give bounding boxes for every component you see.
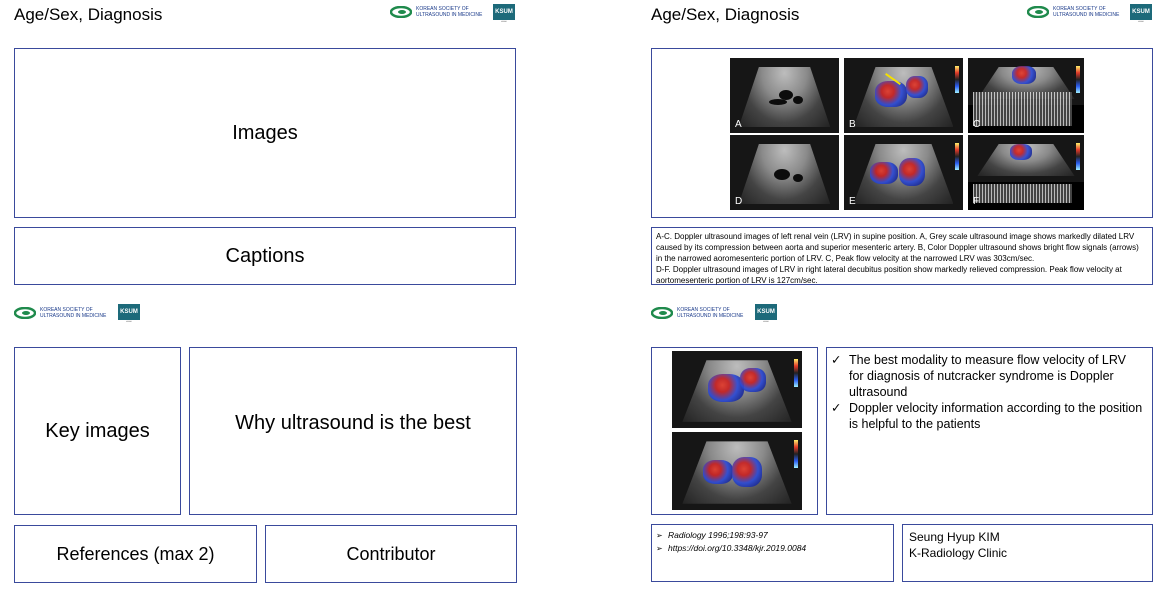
contributor-label: Contributor (346, 543, 436, 564)
arrow-bullet-icon: ➢ (656, 531, 663, 540)
kso-swirl-icon (1027, 6, 1049, 18)
ksum-badge: KSUM (118, 304, 140, 320)
checkmark-icon: ✓ (831, 401, 842, 415)
example-title: Age/Sex, Diagnosis (651, 5, 800, 24)
kso-swirl-icon (14, 307, 36, 319)
ksum-logo: KSUM ▪▪▪▪▪▪ (493, 4, 515, 23)
ultrasound-image-c (968, 58, 1084, 133)
key-images-label: Key images (45, 419, 150, 442)
ksum-badge: KSUM (493, 4, 515, 20)
images-panel (651, 48, 1153, 218)
reference-item (656, 542, 889, 555)
kso-swirl-icon (390, 6, 412, 18)
why-point-text: Doppler velocity information according to the position is helpful to the patients (849, 401, 1143, 431)
panel-letter-c: C (973, 119, 981, 130)
why-point (827, 400, 1144, 432)
key-ultrasound-image-1 (672, 351, 802, 428)
template-title: Age/Sex, Diagnosis (14, 5, 163, 24)
ultrasound-image-b (844, 58, 963, 133)
reference-text: Radiology 1996;198:93-97 (668, 530, 768, 540)
ksum-logo-3: KSUM ▪▪▪▪▪▪ (1130, 4, 1152, 23)
references-label: References (max 2) (56, 543, 215, 564)
why-point (827, 352, 1144, 400)
references-panel (651, 524, 894, 582)
captions-label: Captions (225, 244, 305, 267)
checkmark-icon: ✓ (831, 353, 842, 367)
panel-letter-d: D (735, 196, 743, 207)
ultrasound-image-a (730, 58, 839, 133)
caption-line: A-C. Doppler ultrasound images of left renal vein (LRV) in supine position. A, Grey scale ultrasound image shows markedly dilated LRV (656, 232, 1135, 241)
panel-letter-f: F (973, 196, 980, 207)
captions-panel (651, 227, 1153, 285)
images-label: Images (232, 121, 298, 144)
why-point-text: The best modality to measure flow velocity of LRV for diagnosis of nutcracker syndrome is Doppler ultrasound (849, 353, 1126, 399)
contributor-affiliation: K-Radiology Clinic (909, 546, 1008, 560)
why-points-list (827, 352, 1144, 432)
images-placeholder (14, 48, 516, 218)
ultrasound-image-d (730, 135, 839, 210)
key-images-panel (651, 347, 818, 515)
contributor-placeholder (265, 525, 517, 583)
caption-line: D-F. Doppler ultrasound images of LRV in right lateral decubitus position show markedly relieved compression. Peak flow velocity at (656, 265, 1122, 274)
kso-logo-3 (1027, 6, 1131, 18)
kso-line2: ULTRASOUND IN MEDICINE (40, 313, 107, 319)
panel-letter-a: A (735, 119, 742, 130)
references-list (656, 529, 889, 555)
caption-line: aortomesenteric portion of LRV is 127cm/sec. (656, 276, 818, 285)
key-images-placeholder (14, 347, 181, 515)
kso-line1: KOREAN SOCIETY OF (677, 307, 730, 313)
kso-line2: ULTRASOUND IN MEDICINE (677, 313, 744, 319)
ksum-logo-4: KSUM ▪▪▪▪▪▪ (755, 304, 777, 323)
caption-line: caused by its compression between aorta and superior mesenteric artery. B, Color Doppler ultrasound shows bright flow signals (arrows) (656, 243, 1139, 252)
ultrasound-image-f (968, 135, 1084, 210)
references-placeholder (14, 525, 257, 583)
arrow-bullet-icon: ➢ (656, 544, 663, 553)
kso-logo (390, 6, 494, 18)
ksum-logo-2: KSUM ▪▪▪▪▪▪ (118, 304, 140, 323)
caption-line: in the narrowed aoromesenteric portion of LRV. C, Peak flow velocity at the narrowed LRV was 303cm/sec. (656, 254, 1035, 263)
kso-line1: KOREAN SOCIETY OF (1053, 6, 1106, 12)
key-ultrasound-image-2 (672, 432, 802, 510)
kso-line1: KOREAN SOCIETY OF (416, 6, 469, 12)
kso-swirl-icon (651, 307, 673, 319)
reference-text: https://doi.org/10.3348/kjr.2019.0084 (668, 543, 807, 553)
reference-item (656, 529, 889, 542)
kso-logo-4 (651, 307, 755, 319)
panel-letter-e: E (849, 196, 856, 207)
why-placeholder (189, 347, 517, 515)
kso-logo-2 (14, 307, 118, 319)
kso-line1: KOREAN SOCIETY OF (40, 307, 93, 313)
panel-letter-b: B (849, 119, 856, 130)
kso-line2: ULTRASOUND IN MEDICINE (1053, 12, 1120, 18)
contributor-panel (902, 524, 1153, 582)
why-panel (826, 347, 1153, 515)
ultrasound-image-e (844, 135, 963, 210)
contributor-name: Seung Hyup KIM (909, 530, 1000, 544)
captions-placeholder (14, 227, 516, 285)
why-label: Why ultrasound is the best (235, 412, 471, 434)
ksum-badge: KSUM (755, 304, 777, 320)
ksum-badge: KSUM (1130, 4, 1152, 20)
kso-line2: ULTRASOUND IN MEDICINE (416, 12, 483, 18)
